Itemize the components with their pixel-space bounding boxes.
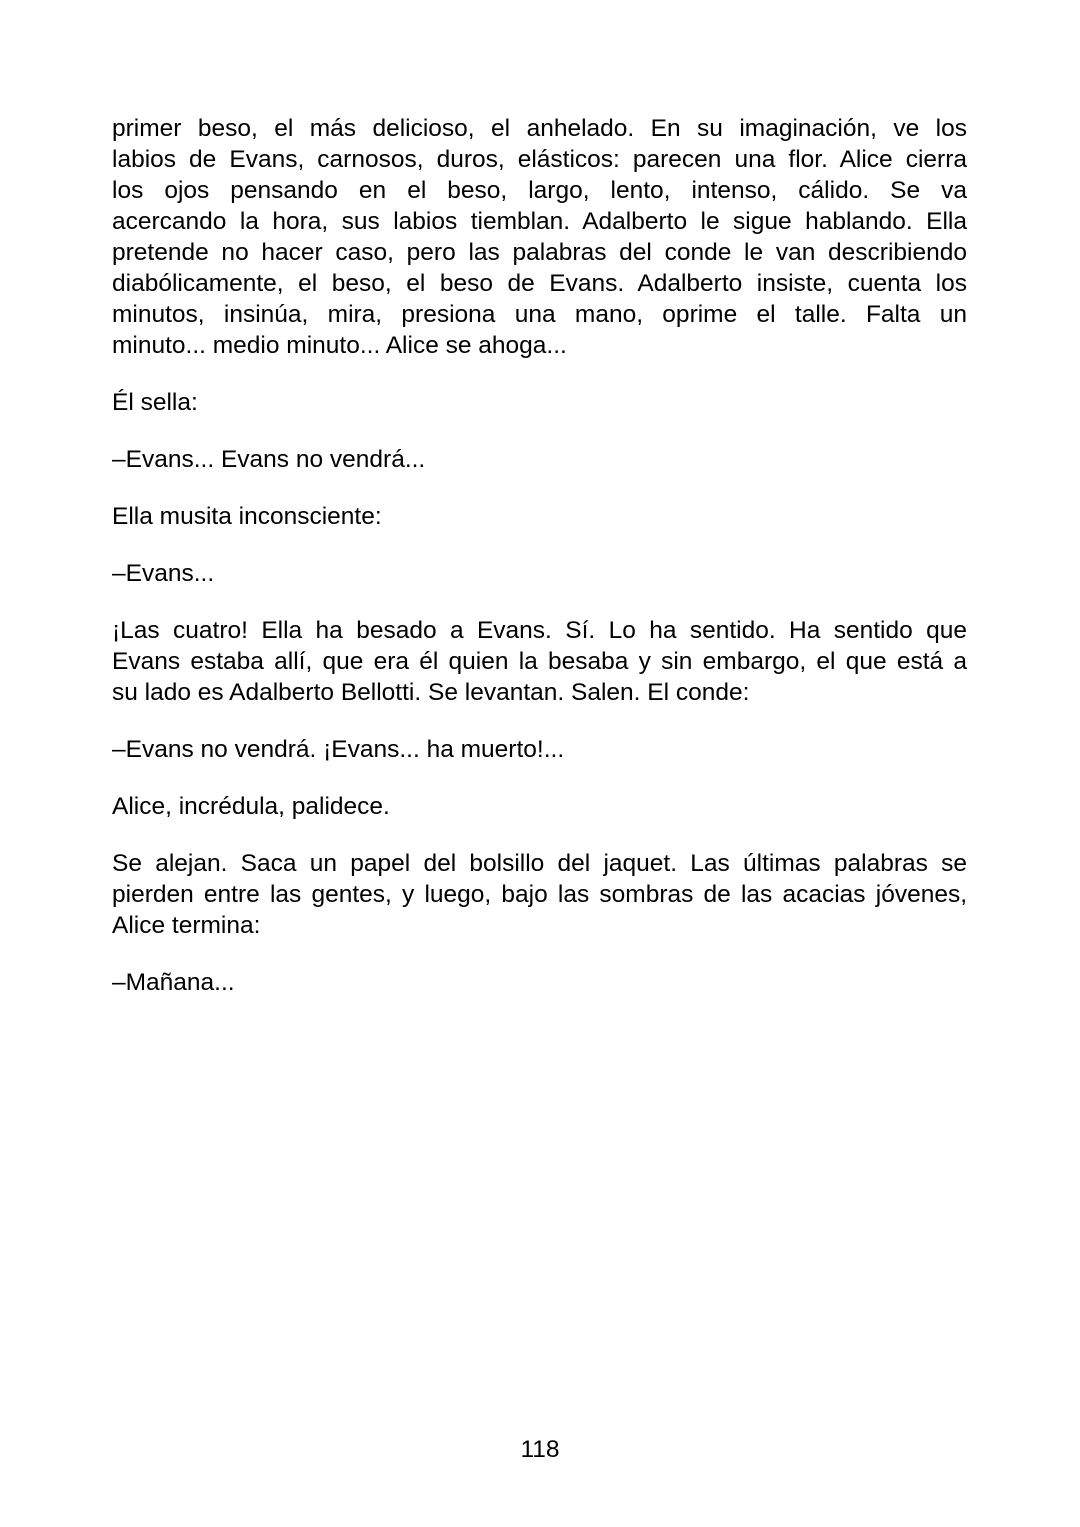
paragraph: [112, 734, 967, 765]
text-line: ¡Las cuatro! Ella ha besado a Evans. Sí. Lo ha sentido. Ha sentido que: [112, 617, 967, 644]
text-line: –Evans no vendrá. ¡Evans... ha muerto!...: [112, 736, 565, 763]
text-line: pierden entre las gentes, y luego, bajo las sombras de las acacias jóvenes,: [112, 881, 967, 908]
text-line: –Mañana...: [112, 969, 235, 996]
text-line: labios de Evans, carnosos, duros, elásticos: parecen una flor. Alice cierra: [112, 146, 967, 173]
paragraph: [112, 615, 967, 708]
text-line: diabólicamente, el beso, el beso de Evans. Adalberto insiste, cuenta los: [112, 270, 967, 297]
paragraph: [112, 501, 967, 532]
text-line: minuto... medio minuto... Alice se ahoga...: [112, 332, 567, 359]
text-line: primer beso, el más delicioso, el anhelado. En su imaginación, ve los: [112, 115, 967, 142]
paragraph: [112, 113, 967, 361]
text-line: Ella musita inconsciente:: [112, 503, 382, 530]
text-line: minutos, insinúa, mira, presiona una mano, oprime el talle. Falta un: [112, 301, 967, 328]
paragraph: [112, 967, 967, 998]
text-line: Alice termina:: [112, 912, 261, 939]
paragraph: [112, 558, 967, 589]
text-line: –Evans...: [112, 560, 215, 587]
paragraph: [112, 444, 967, 475]
page-body: [112, 113, 967, 1024]
text-line: acercando la hora, sus labios tiemblan. Adalberto le sigue hablando. Ella: [112, 208, 967, 235]
text-line: Se alejan. Saca un papel del bolsillo del jaquet. Las últimas palabras se: [112, 850, 967, 877]
text-line: su lado es Adalberto Bellotti. Se levantan. Salen. El conde:: [112, 679, 750, 706]
paragraph: [112, 387, 967, 418]
text-line: Él sella:: [112, 389, 198, 416]
text-line: Alice, incrédula, palidece.: [112, 793, 390, 820]
text-line: los ojos pensando en el beso, largo, lento, intenso, cálido. Se va: [112, 177, 967, 204]
text-line: Evans estaba allí, que era él quien la besaba y sin embargo, el que está a: [112, 648, 967, 675]
paragraph: [112, 791, 967, 822]
text-line: pretende no hacer caso, pero las palabras del conde le van describiendo: [112, 239, 967, 266]
paragraph: [112, 848, 967, 941]
text-line: –Evans... Evans no vendrá...: [112, 446, 426, 473]
page-number: 118: [520, 1436, 560, 1463]
